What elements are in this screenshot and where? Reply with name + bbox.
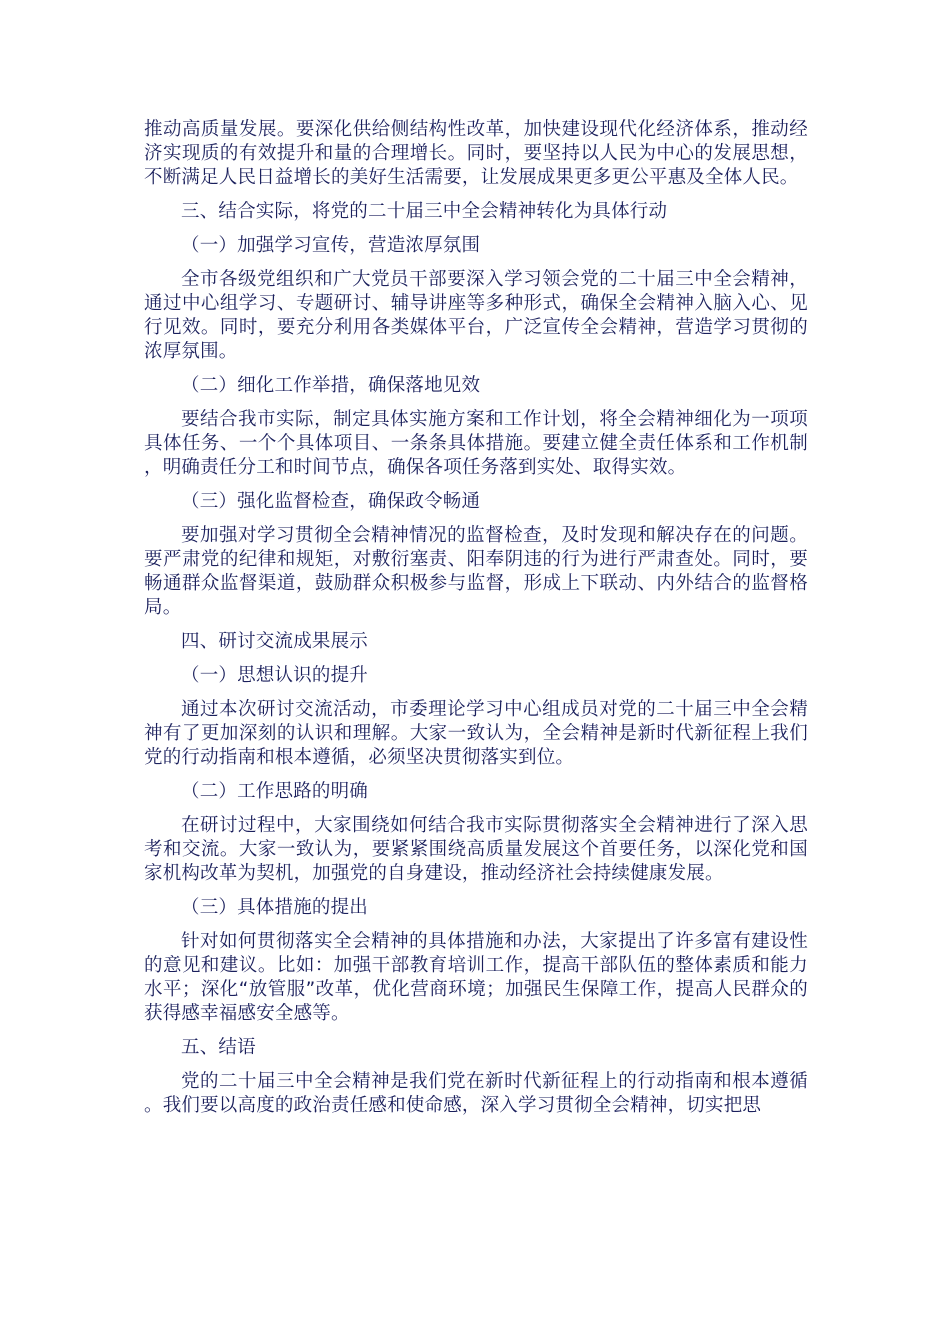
sub-heading: （一）加强学习宣传，营造浓厚氛围 <box>181 235 481 256</box>
section-heading: 五、结语 <box>181 1037 256 1058</box>
body-paragraph: 要结合我市实际，制定具体实施方案和工作计划，将全会精神细化为一项项具体任务、一个个具体项目、一条条具体措施。要建立健全责任体系和工作机制，明确责任分工和时间节点，确保各项任务落到实处、取得实效。 <box>144 409 808 478</box>
body-paragraph: 针对如何贯彻落实全会精神的具体措施和办法，大家提出了许多富有建设性的意见和建议。比如：加强干部教育培训工作，提高干部队伍的整体素质和能力水平；深化“放管服”改革，优化营商环境；加强民生保障工作，提高人民群众的获得感幸福感安全感等。 <box>144 931 808 1024</box>
sub-heading: （二）细化工作举措，确保落地见效 <box>181 375 481 396</box>
document-body <box>144 118 808 1128</box>
sub-heading: （一）思想认识的提升 <box>181 665 369 686</box>
sub-heading: （二）工作思路的明确 <box>181 781 369 802</box>
sub-heading: （三）强化监督检查，确保政令畅通 <box>181 491 481 512</box>
body-paragraph: 推动高质量发展。要深化供给侧结构性改革，加快建设现代化经济体系，推动经济实现质的有效提升和量的合理增长。同时，要坚持以人民为中心的发展思想，不断满足人民日益增长的美好生活需要，让发展成果更多更公平惠及全体人民。 <box>144 119 808 188</box>
body-paragraph: 要加强对学习贯彻全会精神情况的监督检查，及时发现和解决存在的问题。要严肃党的纪律和规矩，对敷衍塞责、阳奉阴违的行为进行严肃查处。同时，要畅通群众监督渠道，鼓励群众积极参与监督，形成上下联动、内外结合的监督格局。 <box>144 525 808 618</box>
section-heading: 四、研讨交流成果展示 <box>181 631 369 652</box>
body-paragraph: 通过本次研讨交流活动，市委理论学习中心组成员对党的二十届三中全会精神有了更加深刻的认识和理解。大家一致认为，全会精神是新时代新征程上我们党的行动指南和根本遵循，必须坚决贯彻落实到位。 <box>144 699 808 768</box>
body-paragraph: 在研讨过程中，大家围绕如何结合我市实际贯彻落实全会精神进行了深入思考和交流。大家一致认为，要紧紧围绕高质量发展这个首要任务，以深化党和国家机构改革为契机，加强党的自身建设，推动经济社会持续健康发展。 <box>144 815 808 884</box>
sub-heading: （三）具体措施的提出 <box>181 897 369 918</box>
body-paragraph: 党的二十届三中全会精神是我们党在新时代新征程上的行动指南和根本遵循。我们要以高度的政治责任感和使命感，深入学习贯彻全会精神，切实把思 <box>144 1071 808 1116</box>
body-paragraph: 全市各级党组织和广大党员干部要深入学习领会党的二十届三中全会精神，通过中心组学习、专题研讨、辅导讲座等多种形式，确保全会精神入脑入心、见行见效。同时，要充分利用各类媒体平台，广泛宣传全会精神，营造学习贯彻的浓厚氛围。 <box>144 269 808 362</box>
section-heading: 三、结合实际，将党的二十届三中全会精神转化为具体行动 <box>181 201 668 222</box>
